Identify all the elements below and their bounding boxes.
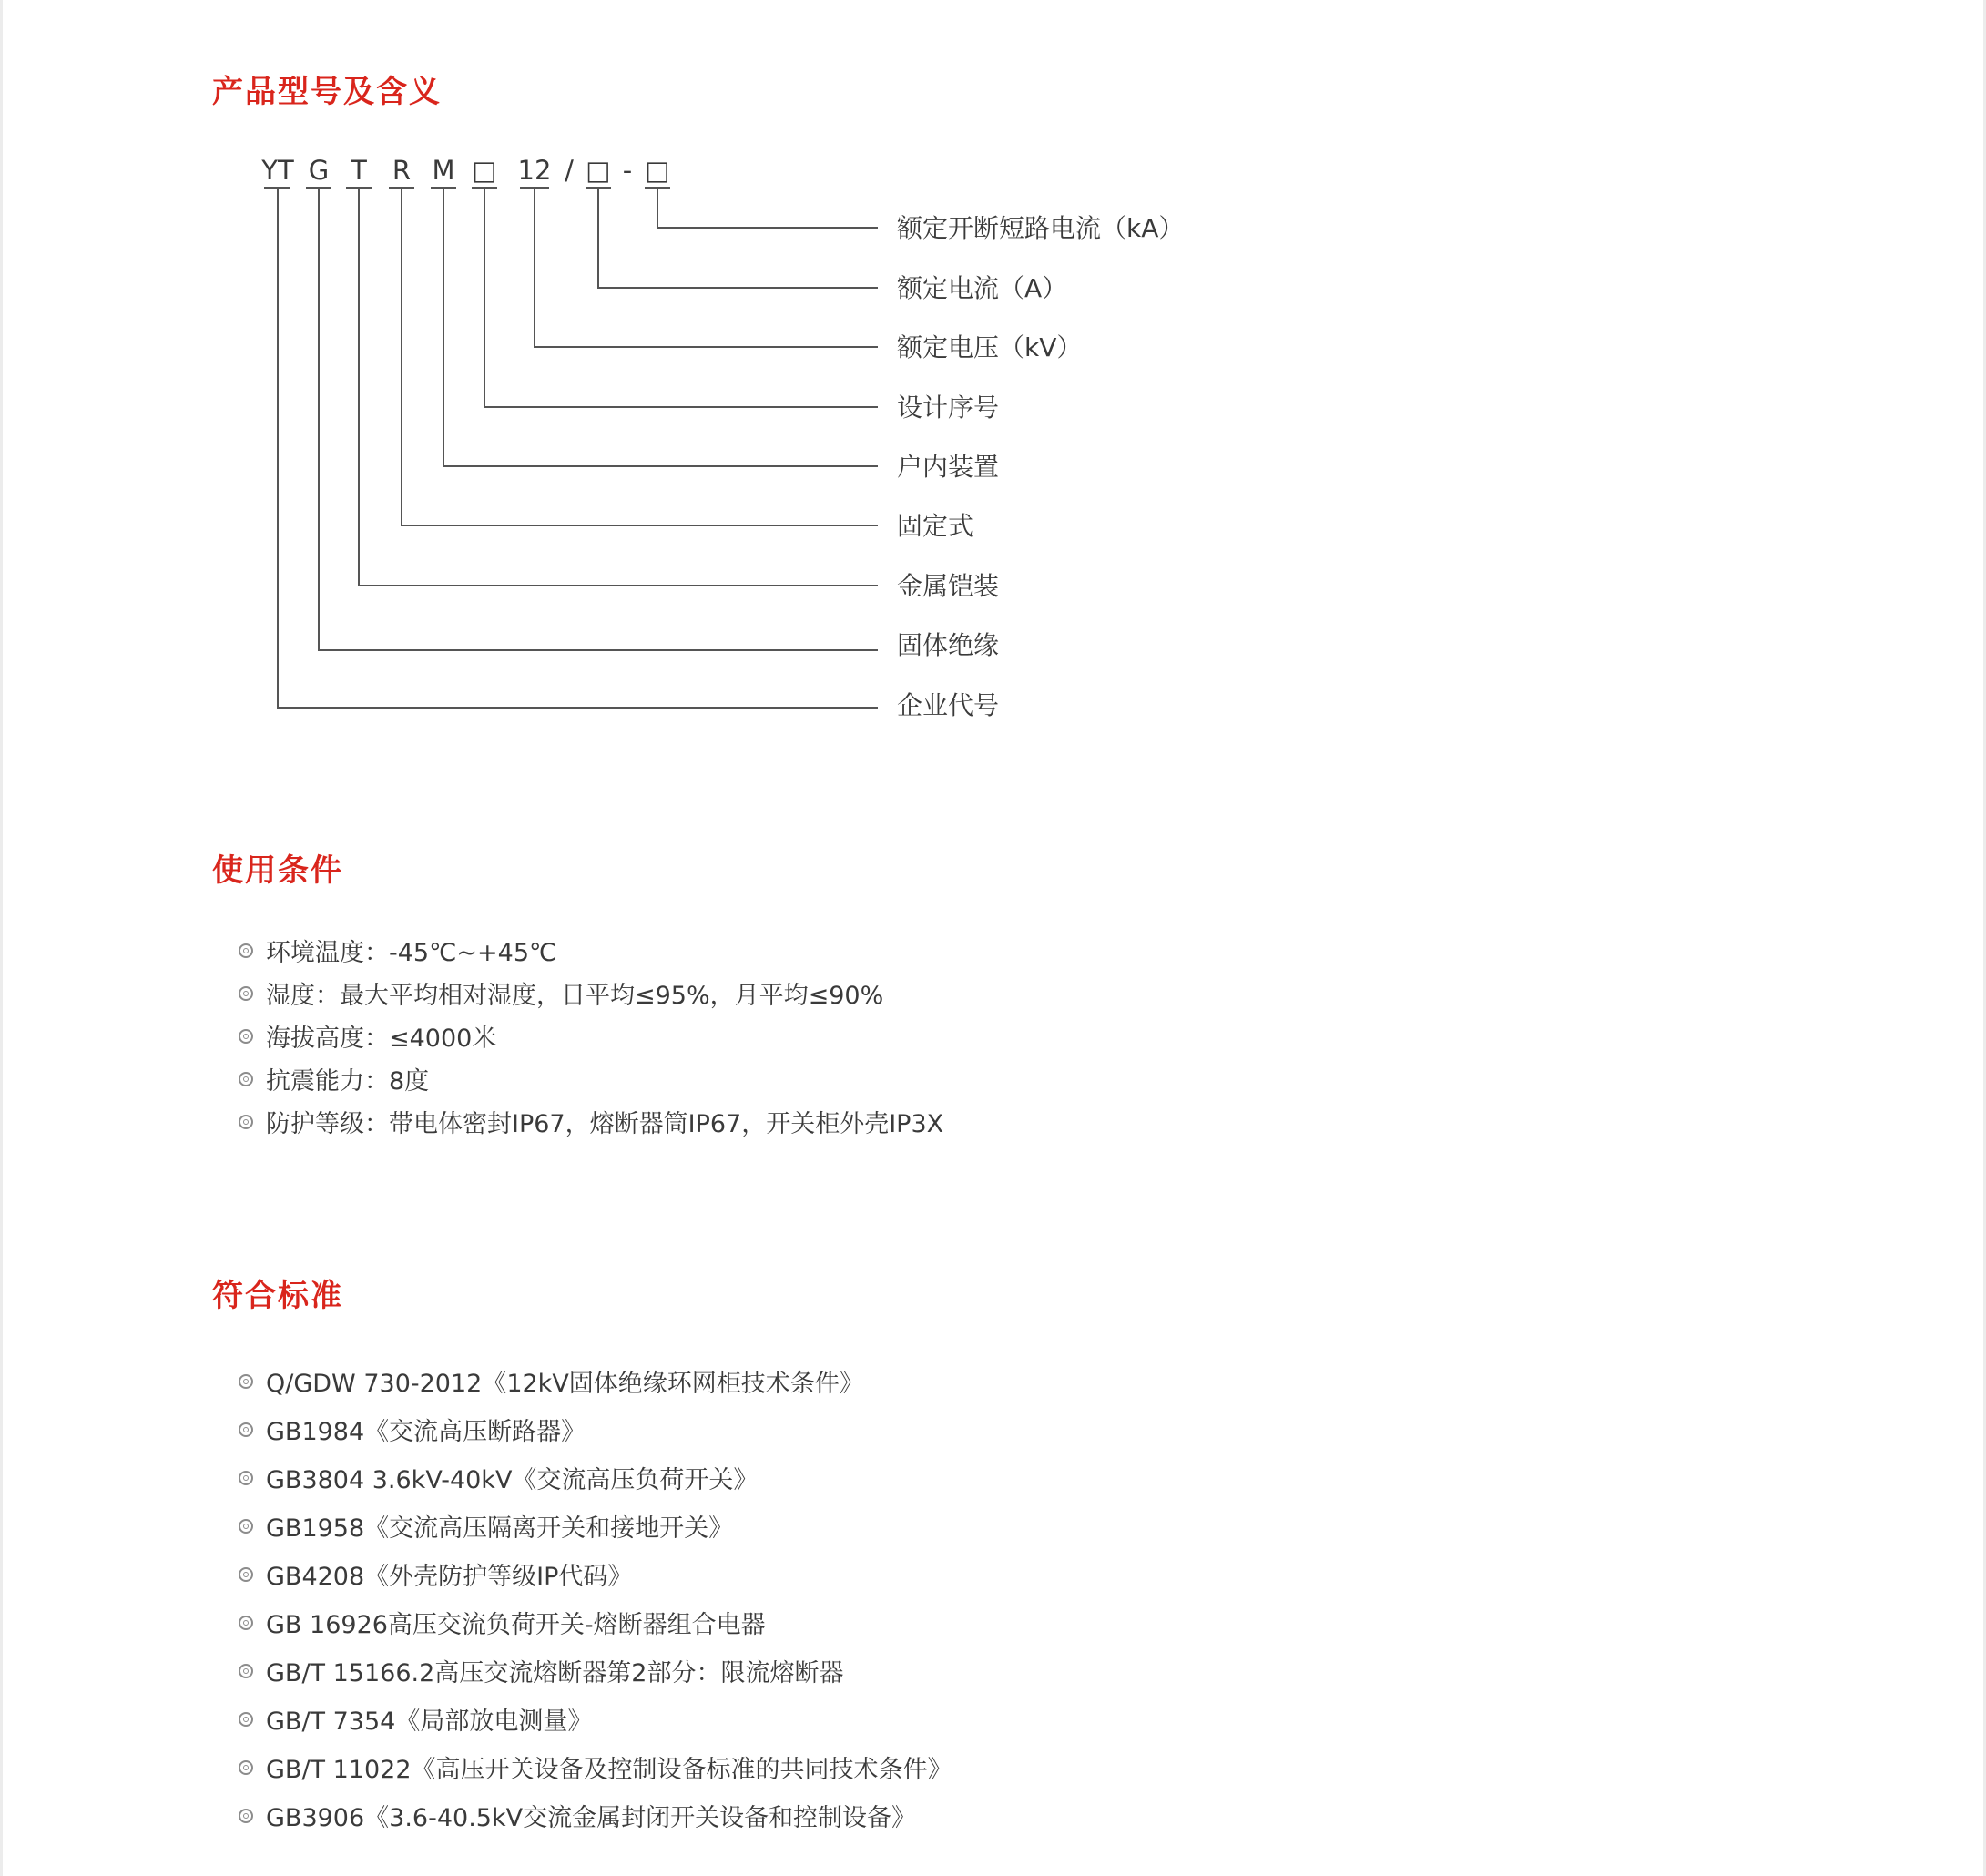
list-item bbox=[239, 1791, 952, 1840]
condition-text: 抗震能力：8度 bbox=[266, 1067, 430, 1096]
bullet-icon bbox=[239, 1519, 253, 1534]
bullet-icon bbox=[239, 1029, 253, 1044]
code-char: M bbox=[432, 155, 455, 186]
bullet-icon bbox=[239, 986, 253, 1001]
standard-text: GB3804 3.6kV-40kV《交流高压负荷开关》 bbox=[266, 1466, 759, 1494]
list-item bbox=[239, 1695, 952, 1743]
standard-text: GB1984《交流高压断路器》 bbox=[266, 1418, 586, 1446]
meaning-label: 额定开断短路电流（kA） bbox=[897, 213, 1185, 243]
list-item bbox=[239, 1550, 952, 1598]
meaning-label: 户内装置 bbox=[897, 452, 1000, 482]
standard-text: GB/T 15166.2高压交流熔断器第2部分：限流熔断器 bbox=[266, 1659, 844, 1687]
code-char: - bbox=[622, 155, 633, 186]
bullet-icon bbox=[239, 1115, 253, 1129]
standard-text: GB 16926高压交流负荷开关-熔断器组合电器 bbox=[266, 1611, 766, 1639]
list-item bbox=[239, 1405, 952, 1453]
code-char: T bbox=[351, 155, 367, 186]
list-item bbox=[239, 1598, 952, 1647]
bullet-icon bbox=[239, 1374, 253, 1389]
condition-text: 环境温度：-45℃~+45℃ bbox=[266, 939, 557, 967]
conditions-list bbox=[239, 929, 943, 1143]
bullet-icon bbox=[239, 1616, 253, 1630]
code-char: / bbox=[565, 155, 574, 186]
standard-text: GB3906《3.6-40.5kV交流金属封闭开关设备和控制设备》 bbox=[266, 1804, 917, 1832]
meaning-label: 额定电压（kV） bbox=[897, 332, 1083, 362]
bullet-icon bbox=[239, 1471, 253, 1485]
meaning-label: 固定式 bbox=[897, 511, 974, 541]
meaning-label: 额定电流（A） bbox=[897, 273, 1068, 303]
code-char: 12 bbox=[517, 155, 552, 186]
bullet-icon bbox=[239, 1809, 253, 1823]
bullet-icon bbox=[239, 1760, 253, 1775]
list-item bbox=[239, 1647, 952, 1695]
list-item bbox=[239, 1014, 943, 1057]
meaning-label: 金属铠装 bbox=[897, 571, 1000, 601]
code-char: G bbox=[308, 155, 330, 186]
code-char: YT bbox=[261, 155, 294, 186]
list-item bbox=[239, 1453, 952, 1502]
standard-text: Q/GDW 730-2012《12kV固体绝缘环网柜技术条件》 bbox=[266, 1370, 864, 1398]
section-title-model: 产品型号及含义 bbox=[212, 74, 442, 110]
meaning-label: 固体绝缘 bbox=[897, 630, 1000, 660]
list-item bbox=[239, 972, 943, 1014]
bullet-icon bbox=[239, 1664, 253, 1678]
standard-text: GB/T 7354《局部放电测量》 bbox=[266, 1708, 593, 1736]
code-char: R bbox=[392, 155, 412, 186]
section-title-standards: 符合标准 bbox=[212, 1278, 343, 1314]
standards-list bbox=[239, 1357, 952, 1840]
code-char: □ bbox=[645, 155, 670, 186]
list-item bbox=[239, 1502, 952, 1550]
meaning-label: 设计序号 bbox=[897, 393, 1000, 423]
bullet-icon bbox=[239, 1422, 253, 1437]
bullet-icon bbox=[239, 1567, 253, 1582]
standard-text: GB4208《外壳防护等级IP代码》 bbox=[266, 1563, 633, 1591]
standard-text: GB/T 11022《高压开关设备及控制设备标准的共同技术条件》 bbox=[266, 1756, 952, 1784]
condition-text: 海拔高度：≤4000米 bbox=[266, 1025, 497, 1053]
bullet-icon bbox=[239, 1072, 253, 1086]
list-item bbox=[239, 929, 943, 972]
code-char: □ bbox=[586, 155, 611, 186]
standard-text: GB1958《交流高压隔离开关和接地开关》 bbox=[266, 1514, 734, 1543]
list-item bbox=[239, 1743, 952, 1791]
section-title-conditions: 使用条件 bbox=[212, 852, 343, 889]
list-item bbox=[239, 1100, 943, 1143]
list-item bbox=[239, 1057, 943, 1100]
bullet-icon bbox=[239, 943, 253, 958]
connector-lines bbox=[278, 188, 878, 708]
model-code-diagram bbox=[0, 0, 1986, 729]
code-char: □ bbox=[472, 155, 497, 186]
condition-text: 防护等级：带电体密封IP67，熔断器筒IP67，开关柜外壳IP3X bbox=[266, 1110, 944, 1138]
condition-text: 湿度：最大平均相对湿度，日平均≤95%，月平均≤90% bbox=[266, 982, 884, 1010]
list-item bbox=[239, 1357, 952, 1405]
meaning-label: 企业代号 bbox=[897, 690, 1000, 720]
bullet-icon bbox=[239, 1712, 253, 1727]
